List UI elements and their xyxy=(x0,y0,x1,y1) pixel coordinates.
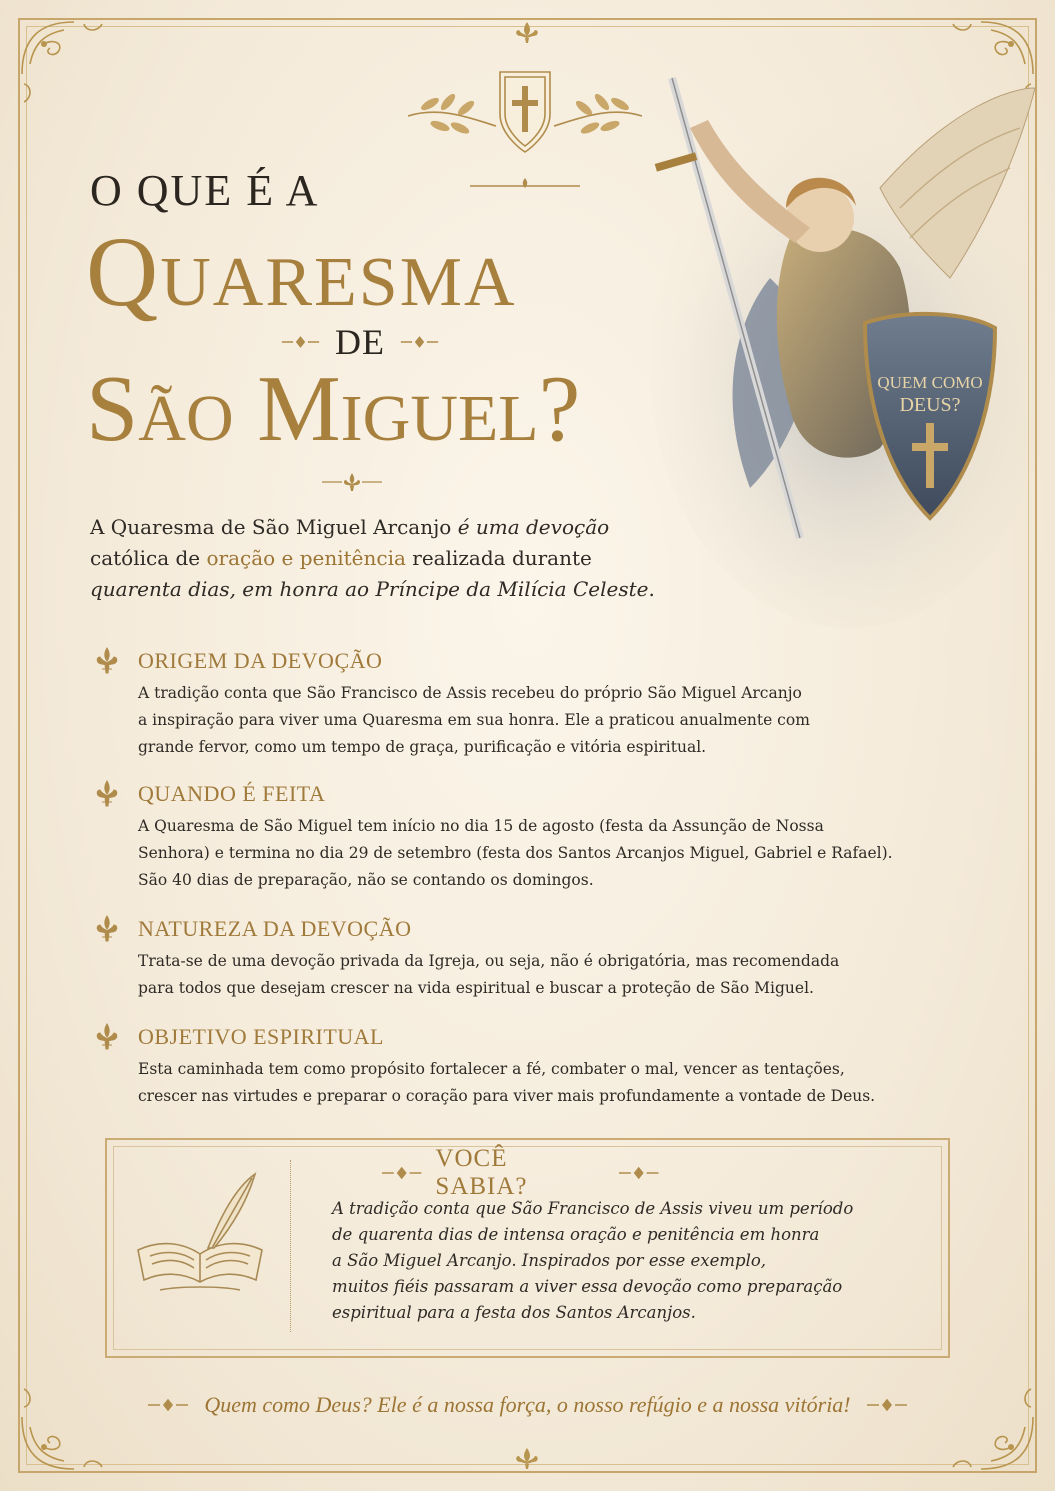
saint-michael-archangel-illustration xyxy=(650,68,1040,628)
section-body: A tradição conta que São Francisco de Assis recebeu do próprio São Miguel Arcanjo a inspiração para viver uma Quaresma em sua honra. Ele a praticou anualmente com grande fervor, como um tempo de graça, purificação e vitória espiritual. xyxy=(138,684,810,756)
section-body: Esta caminhada tem como propósito fortalecer a fé, combater o mal, vencer as tentações, crescer nas virtudes e preparar o coração para viver mais profundamente a vontade de Deus. xyxy=(138,1060,876,1105)
shield-motto-line-1: QUEM COMO xyxy=(877,373,983,392)
fleur-de-lis-icon xyxy=(507,20,547,44)
diamond-flourish-icon xyxy=(380,1165,423,1181)
intro-paragraph: A Quaresma de São Miguel Arcanjo é uma devoção católica de oração e penitência realizada durante quarenta dias, em honra ao Príncipe da Milícia Celeste. xyxy=(90,515,655,601)
fleur-de-lis-icon xyxy=(94,646,120,676)
diamond-flourish-icon xyxy=(617,1165,660,1181)
section-title: NATUREZA DA DEVOÇÃO xyxy=(138,916,412,941)
section-title: ORIGEM DA DEVOÇÃO xyxy=(138,648,383,673)
page-title: Quaresma xyxy=(86,216,517,327)
section-body: Trata-se de uma devoção privada da Igreja, ou seja, não é obrigatória, mas recomendada para todos que desejam crescer na vida espiritual e buscar a proteção de São Miguel. xyxy=(138,952,840,997)
fleur-de-lis-icon xyxy=(94,914,120,944)
fleur-divider-icon xyxy=(322,470,382,494)
shield-motto-line-2: DEUS? xyxy=(899,394,961,416)
did-you-know-title: VOCÊ SABIA? xyxy=(435,1145,528,1200)
section-body: A Quaresma de São Miguel tem início no dia 15 de agosto (festa da Assunção de Nossa Senhora) e termina no dia 29 de setembro (festa dos Santos Arcanjos Miguel, Gabriel e Rafael). São 40 dias de preparação, não se contando os domingos. xyxy=(138,817,893,889)
diamond-flourish-icon xyxy=(865,1397,909,1413)
diamond-flourish-icon xyxy=(280,334,321,350)
corner-ornament-icon xyxy=(14,14,124,124)
page-subtitle: São Miguel? xyxy=(86,357,581,461)
motto-row xyxy=(105,1385,950,1425)
box-divider xyxy=(290,1160,291,1332)
diamond-flourish-icon xyxy=(146,1397,190,1413)
cross-shield-emblem-icon xyxy=(400,66,650,196)
section-title: QUANDO É FEITA xyxy=(138,781,326,806)
did-you-know-text: A tradição conta que São Francisco de Assis viveu um período de quarenta dias de intensa oração e penitência em honra a São Miguel Arcanjo. Inspirados por esse exemplo, muitos fiéis passaram a viver essa devoção como preparação espiritual para a festa dos Santos Arcanjos. xyxy=(332,1199,854,1322)
motto-text: Quem como Deus? Ele é a nossa força, o nosso refúgio e a nossa vitória! xyxy=(204,1392,851,1417)
did-you-know-title-row xyxy=(380,1145,660,1200)
section-title: OBJETIVO ESPIRITUAL xyxy=(138,1024,384,1049)
fleur-de-lis-icon xyxy=(507,1446,547,1470)
title-de: DE xyxy=(335,322,385,362)
title-de-row xyxy=(280,322,440,362)
fleur-de-lis-icon xyxy=(94,779,120,809)
book-and-quill-icon xyxy=(130,1168,270,1298)
fleur-de-lis-icon xyxy=(94,1022,120,1052)
diamond-flourish-icon xyxy=(399,334,440,350)
title-line-1: O QUE É A xyxy=(90,166,320,215)
